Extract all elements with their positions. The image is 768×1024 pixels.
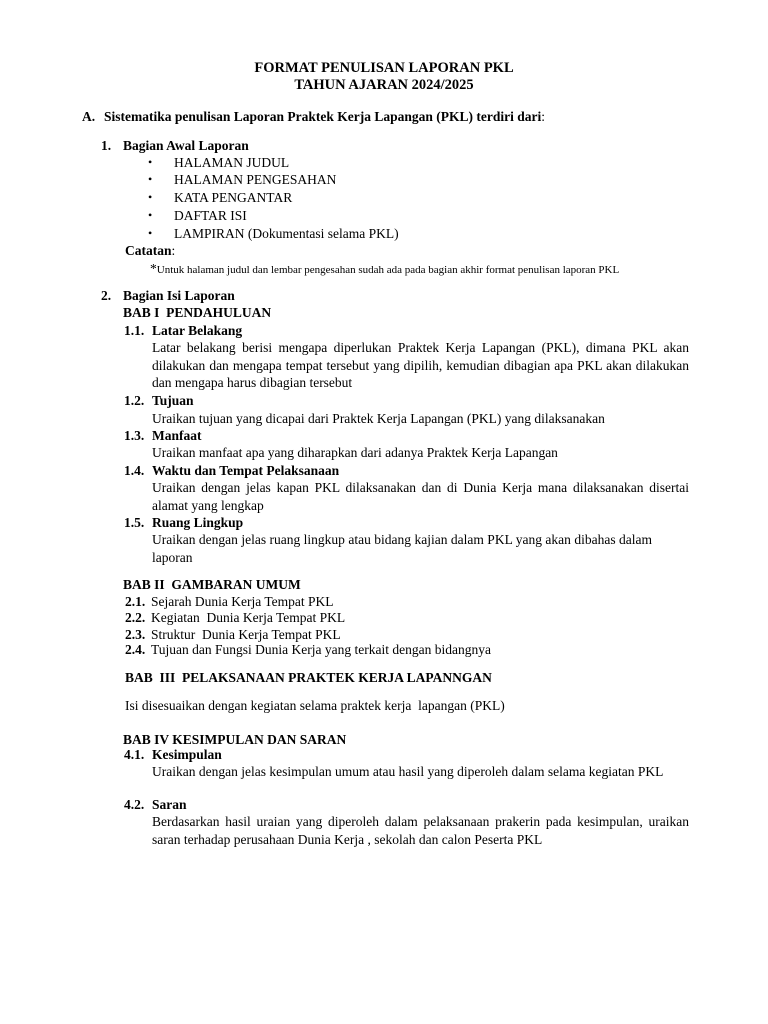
- bab2-item-number: 2.2.: [125, 610, 146, 625]
- part2-number: 2.: [101, 288, 112, 303]
- note-star: *: [150, 261, 157, 276]
- document-title-line2: TAHUN AJARAN 2024/2025: [294, 77, 474, 93]
- sub-title: Waktu dan Tempat Pelaksanaan: [152, 463, 340, 478]
- sub-title: Saran: [152, 797, 187, 812]
- bab2-item-number: 2.1.: [125, 594, 146, 609]
- sub-title: Ruang Lingkup: [152, 515, 244, 530]
- sub-title: Manfaat: [152, 428, 202, 443]
- bab2-item-text: Sejarah Dunia Kerja Tempat PKL: [151, 594, 334, 609]
- bab3-body: Isi disesuaikan dengan kegiatan selama praktek kerja lapangan (PKL): [125, 698, 505, 713]
- sub-body: Latar belakang berisi mengapa diperlukan Praktek Kerja Lapangan (PKL), dimana PKL akan dilakukan dan mengapa tempat tersebut yang dipilih, kemudian dibagian apa PKL akan dilakukan dan mengapa harus dibagian tersebut: [152, 340, 689, 390]
- sub-number: 1.5.: [124, 515, 145, 530]
- sub-number: 4.1.: [124, 747, 145, 762]
- bab2-item-text: Kegiatan Dunia Kerja Tempat PKL: [151, 610, 346, 625]
- sub-body: Uraikan dengan jelas ruang lingkup atau bidang kajian dalam PKL yang akan dibahas dalam laporan: [152, 532, 652, 565]
- sub-title: Kesimpulan: [152, 747, 222, 762]
- sub-title: Tujuan: [152, 393, 194, 408]
- sub-body: Berdasarkan hasil uraian yang diperoleh dalam pelaksanaan prakerin pada kesimpulan, uraikan saran terhadap perusahaan Dunia Kerja , sekolah dan calon Peserta PKL: [152, 814, 689, 847]
- part1-number: 1.: [101, 138, 112, 153]
- bullet-icon: •: [148, 190, 153, 204]
- bab3-title: BAB III PELAKSANAAN PRAKTEK KERJA LAPANNGAN: [125, 670, 492, 685]
- part1-list-item: KATA PENGANTAR: [174, 190, 293, 205]
- note-label-colon: :: [171, 243, 176, 258]
- part1-note: [150, 260, 619, 279]
- bab1-title: BAB I PENDAHULUAN: [123, 305, 272, 320]
- sub-body: Uraikan manfaat apa yang diharapkan dari adanya Praktek Kerja Lapangan: [152, 445, 558, 460]
- bullet-icon: •: [148, 155, 153, 169]
- sub-number: 4.2.: [124, 797, 145, 812]
- bab2-item-text: Tujuan dan Fungsi Dunia Kerja yang terkait dengan bidangnya: [151, 642, 491, 657]
- sub-body: Uraikan dengan jelas kesimpulan umum atau hasil yang diperoleh dalam selama kegiatan PKL: [152, 764, 664, 779]
- section-a-heading: [104, 108, 545, 125]
- bab4-title: BAB IV KESIMPULAN DAN SARAN: [123, 732, 347, 747]
- bullet-icon: •: [148, 172, 153, 186]
- part1-title: Bagian Awal Laporan: [123, 138, 249, 153]
- bullet-icon: •: [148, 208, 153, 222]
- sub-number: 1.1.: [124, 323, 145, 338]
- bab2-item-number: 2.3.: [125, 627, 146, 642]
- sub-body: Uraikan dengan jelas kapan PKL dilaksanakan dan di Dunia Kerja mana dilaksanakan disertai alamat yang lengkap: [152, 480, 689, 513]
- sub-body: Uraikan tujuan yang dicapai dari Praktek Kerja Lapangan (PKL) yang dilaksanakan: [152, 411, 605, 426]
- bab2-item-number: 2.4.: [125, 642, 146, 657]
- note-label-text: Catatan: [125, 243, 172, 258]
- bab2-item-text: Struktur Dunia Kerja Tempat PKL: [151, 627, 341, 642]
- section-a-text: Sistematika penulisan Laporan Praktek Kerja Lapangan (PKL) terdiri dari: [104, 109, 542, 124]
- part1-list-item: LAMPIRAN (Dokumentasi selama PKL): [174, 226, 399, 241]
- sub-number: 1.2.: [124, 393, 145, 408]
- part1-list-item: DAFTAR ISI: [174, 208, 247, 223]
- note-text: Untuk halaman judul dan lembar pengesahan sudah ada pada bagian akhir format penulisan laporan PKL: [156, 264, 620, 276]
- bab2-title: BAB II GAMBARAN UMUM: [123, 577, 301, 592]
- section-a-marker: A.: [82, 109, 96, 124]
- part2-title: Bagian Isi Laporan: [123, 288, 235, 303]
- part1-note-label: [125, 242, 175, 259]
- sub-number: 1.3.: [124, 428, 145, 443]
- bullet-icon: •: [148, 226, 153, 240]
- section-a-colon: :: [541, 109, 546, 124]
- document-title-line1: FORMAT PENULISAN LAPORAN PKL: [254, 60, 514, 76]
- sub-title: Latar Belakang: [152, 323, 243, 338]
- part1-list-item: HALAMAN PENGESAHAN: [174, 172, 337, 187]
- sub-number: 1.4.: [124, 463, 145, 478]
- part1-list-item: HALAMAN JUDUL: [174, 155, 290, 170]
